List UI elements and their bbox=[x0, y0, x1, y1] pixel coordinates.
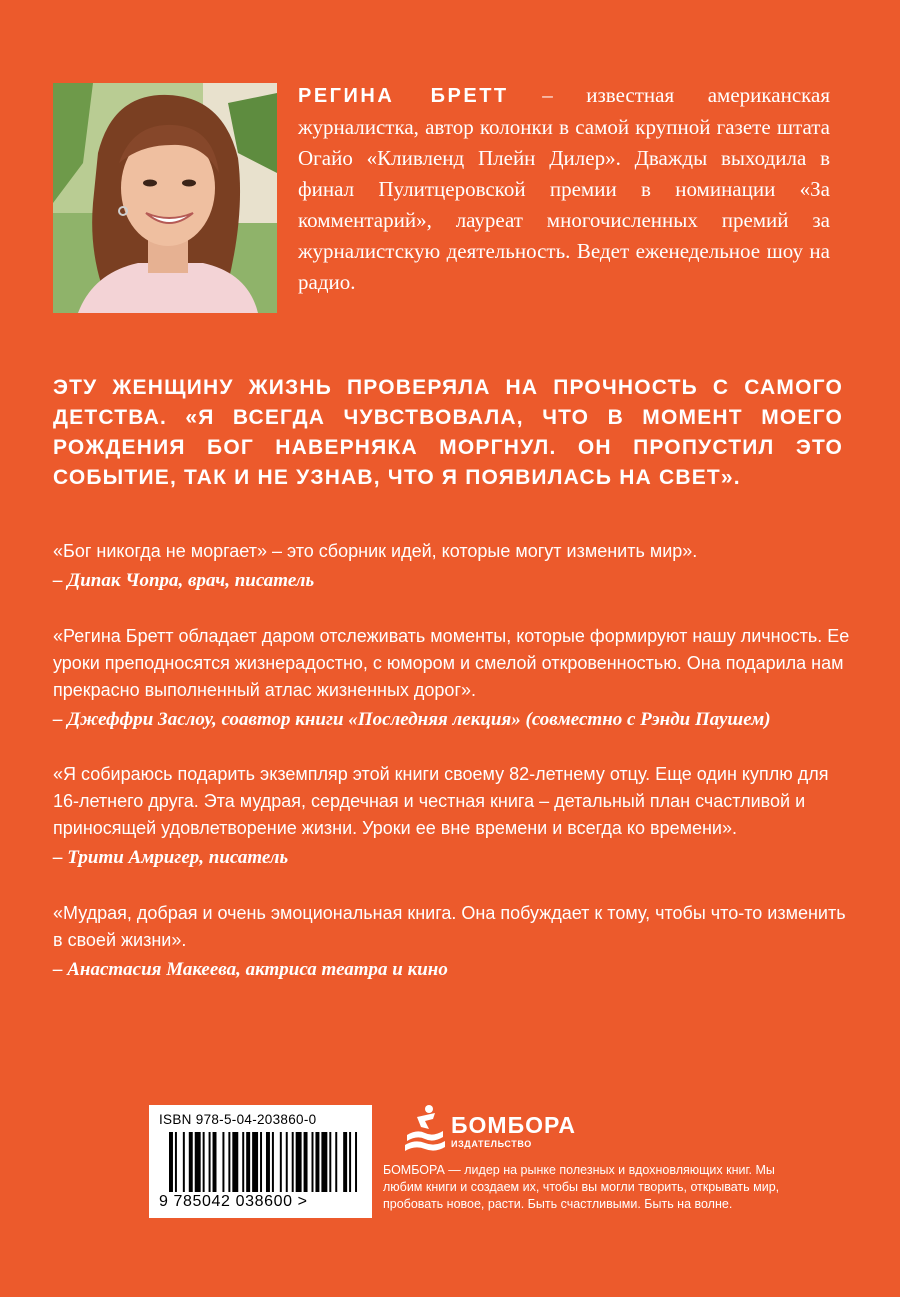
bombora-logo-icon bbox=[403, 1103, 447, 1155]
quote-author: – Трити Амригер, писатель bbox=[53, 847, 289, 868]
quote-text: «Мудрая, добрая и очень эмоциональная книга. Она побуждает к тому, чтобы что-то изменить в своей жизни». bbox=[53, 903, 846, 950]
author-bio bbox=[298, 80, 830, 298]
quote-text: «Я собираюсь подарить экземпляр этой книги своему 82-летнему отцу. Еще один куплю для 16-летнего друга. Эта мудрая, сердечная и честная книга – детальный план счастливой и приносящей удовлетворение жизни. Уроки ее вне времени и всегда ко времени». bbox=[53, 764, 829, 838]
quote-text: «Регина Бретт обладает даром отслеживать моменты, которые формируют нашу личность. Ее уроки преподносятся жизнерадостно, с юмором и смелой откровенностью. Она подарила нам прекрасно выполненный атлас жизненных дорог». bbox=[53, 626, 850, 700]
isbn-number: ISBN 978-5-04-203860-0 bbox=[159, 1112, 317, 1127]
author-name: РЕГИНА БРЕТТ bbox=[298, 85, 509, 107]
quote-author: – Анастасия Макеева, актриса театра и кино bbox=[53, 959, 448, 980]
publisher-logo bbox=[403, 1103, 576, 1158]
quote-4 bbox=[53, 900, 853, 984]
quote-3 bbox=[53, 761, 853, 872]
quote-author: – Дипак Чопра, врач, писатель bbox=[53, 570, 315, 591]
author-photo bbox=[53, 83, 277, 313]
quote-1 bbox=[53, 538, 853, 595]
publisher-subtitle: ИЗДАТЕЛЬСТВО bbox=[451, 1139, 532, 1149]
quote-author: – Джеффри Заслоу, соавтор книги «Последняя лекция» (совместно с Рэнди Паушем) bbox=[53, 709, 771, 730]
barcode-bars bbox=[169, 1132, 359, 1192]
quote-2 bbox=[53, 623, 853, 734]
intro-text: ЭТУ ЖЕНЩИНУ ЖИЗНЬ ПРОВЕРЯЛА НА ПРОЧНОСТЬ С САМОГО ДЕТСТВА. «Я ВСЕГДА ЧУВСТВОВАЛА, ЧТО В МОМЕНТ МОЕГО РОЖДЕНИЯ БОГ НАВЕРНЯКА МОРГНУЛ. ОН ПРОПУСТИЛ ЭТО СОБЫТИЕ, ТАК И НЕ УЗНАВ, ЧТО Я ПОЯВИЛАСЬ НА СВЕТ». bbox=[53, 376, 843, 489]
quote-text: «Бог никогда не моргает» – это сборник идей, которые могут изменить мир». bbox=[53, 541, 698, 561]
barcode-digits: 9 785042 038600 > bbox=[159, 1193, 308, 1210]
publisher-description: БОМБОРА — лидер на рынке полезных и вдохновляющих книг. Мы любим книги и создаем их, чтобы вы могли творить, открывать мир, пробовать новое, расти. Быть счастливыми. Быть на волне. bbox=[383, 1163, 780, 1211]
author-bio-text: – известная американская журналистка, автор колонки в самой крупной газете штата Огайо «Кливленд Плейн Дилер». Дважды выходила в финал Пулитцеровской премии в номинации «За комментарий», лауреат многочисленных премий за журналистскую деятельность. Ведет еженедельное шоу на радио. bbox=[298, 83, 831, 294]
isbn-barcode bbox=[149, 1105, 372, 1218]
publisher-name: БОМБОРА bbox=[451, 1112, 576, 1138]
